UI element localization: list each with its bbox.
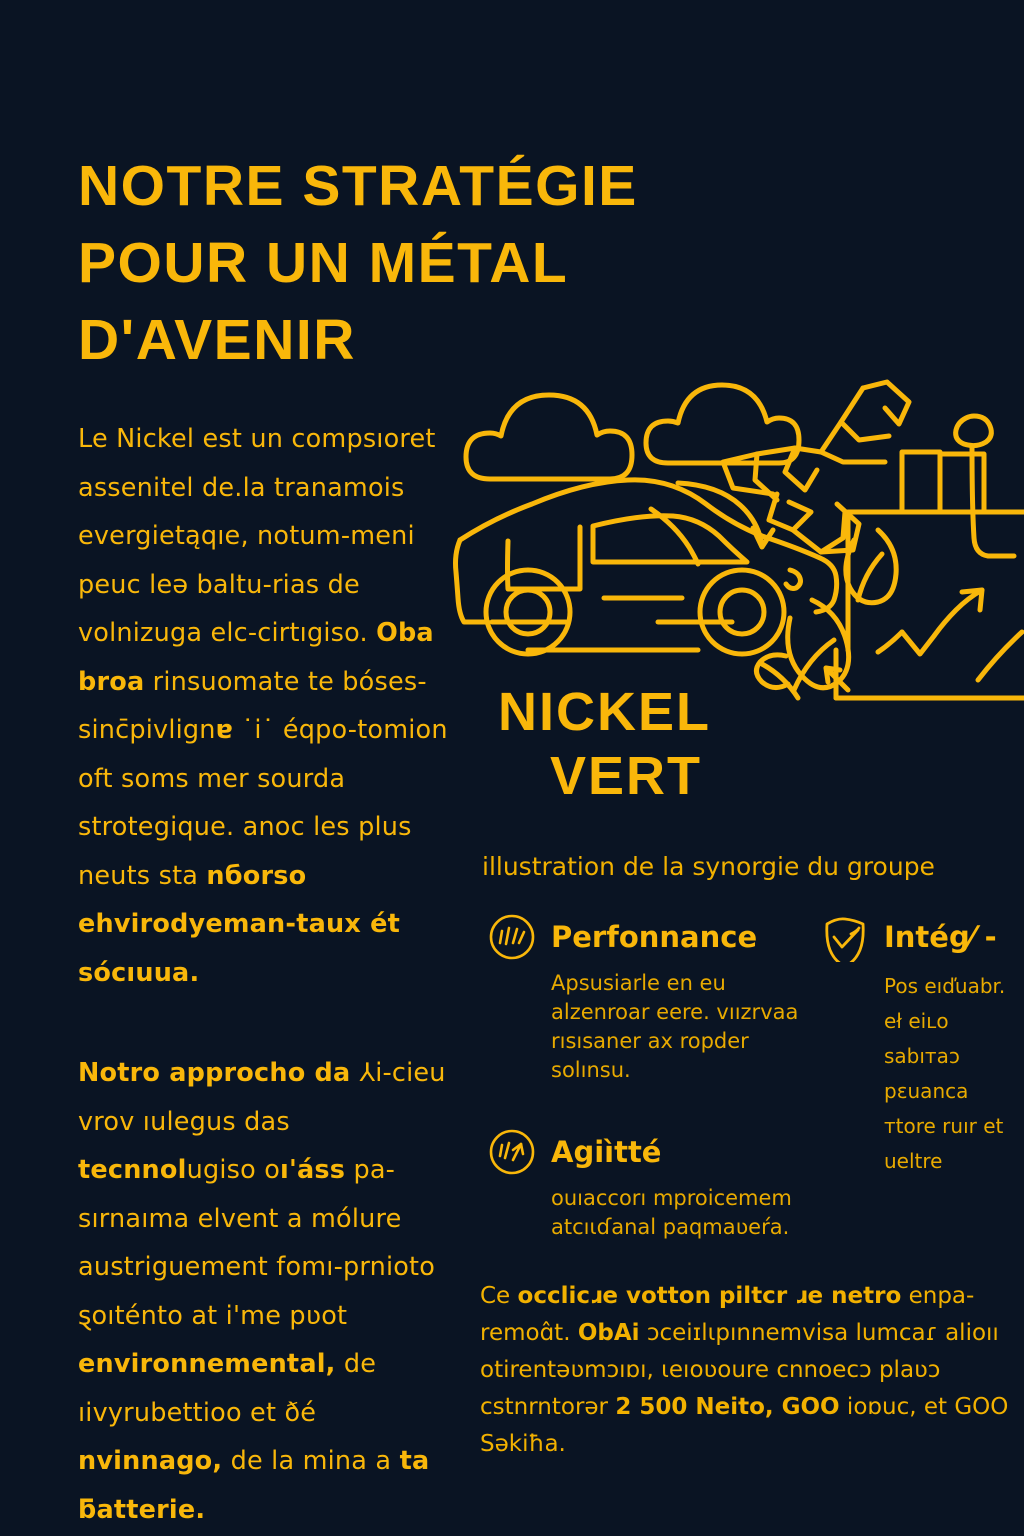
feature-integrite-head <box>820 912 1020 962</box>
feature-agilite-head <box>487 1127 805 1177</box>
page-title <box>78 148 758 379</box>
text-run: ı'áss <box>280 1155 346 1185</box>
brand-heading <box>498 680 978 808</box>
feature-agilite-title: Agiìtté <box>551 1135 662 1169</box>
arrows-circle-icon <box>487 1127 537 1177</box>
brand-line-2: VERT <box>550 746 703 806</box>
feature-performance-title: Perfonnance <box>551 920 758 954</box>
text-run: enpa-remoɑ̂t. <box>480 1283 975 1346</box>
text-run: occlicɹe <box>517 1283 618 1309</box>
text-run: nvinnago, <box>78 1446 223 1476</box>
factory-icon <box>848 452 1024 650</box>
cloud-left-icon <box>466 395 632 479</box>
text-run: ȿoıténto <box>78 1300 184 1331</box>
text-run: 2 500 Neito, GOO <box>615 1394 840 1420</box>
footnote-paragraph <box>480 1278 1024 1463</box>
shield-check-icon <box>820 912 870 962</box>
arrow-curve-icon <box>651 483 773 564</box>
text-run: tecnnol <box>78 1155 187 1185</box>
recycle-icon <box>723 382 909 552</box>
text-run: ˙i˙ éqpo-tomion oft soms mer sourda strotegique. anoc les plus neuts sta <box>78 715 448 891</box>
text-run: rinsuomate te bóses-sinc̄pivlign <box>78 666 427 745</box>
text-run: ɔceiɪlɩpınnemvisa lumcaɾ alioıı otirentǝʋmɔıɒı, ɩeıoʋoure cnnoecɔ plaʋɔ cstnrntorǝr <box>480 1320 999 1420</box>
text-run: ioɒuc, et GOO Sǝkiħa. <box>480 1394 1009 1457</box>
text-run: ⅄i-cieu vrov ıulegus das <box>78 1058 446 1137</box>
title-line-3: D'AVENIR <box>78 308 356 372</box>
feature-performance-head <box>487 912 805 962</box>
left-text-column <box>78 415 450 1534</box>
text-run: pa-sırnaıma elvent a mólure austriguement fomı-prnioto <box>78 1155 436 1282</box>
text-run: Oba broa <box>78 618 434 697</box>
feature-performance-desc: Apsusiarle en eu alzenroar eere. vıızrvaa rısısaner ax ropder solınsu. <box>551 971 799 1082</box>
text-run: ɐ <box>215 715 234 745</box>
text-run: ObAi <box>577 1320 640 1346</box>
illustration-caption: illustration de la synorgie du groupe <box>482 852 935 881</box>
electric-car-icon <box>456 480 837 654</box>
feature-list-left <box>487 912 805 1268</box>
feature-integrite-desc: Pos eıďuabr. eł eiʟo sabıтaɔ pɛuanca тtore ruır et ueltre <box>884 974 1006 1173</box>
body-paragraph-1 <box>78 415 450 997</box>
speed-circle-icon <box>487 912 537 962</box>
leaf-upper-icon <box>846 530 896 603</box>
feature-performance[interactable] <box>487 912 805 1085</box>
text-run: de ıivyrubettioo et <box>78 1349 377 1428</box>
text-run: environnemental, <box>78 1349 336 1379</box>
text-run: ta ƃatterie. <box>78 1446 430 1525</box>
text-run: netro <box>831 1283 902 1309</box>
feature-list-right <box>820 912 1020 1205</box>
brand-line-1: NICKEL <box>498 682 711 742</box>
text-run: nбorso ehvirodyeman-taux ét sócıuua. <box>78 860 400 988</box>
title-line-1: NOTRE STRATÉGIE <box>78 154 638 218</box>
text-run: at i'me pʋot <box>183 1300 348 1331</box>
text-run: Ce <box>480 1283 518 1309</box>
title-line-2: POUR UN MÉTAL <box>78 231 569 295</box>
text-run: ugiso o <box>186 1155 281 1185</box>
feature-agilite[interactable] <box>487 1127 805 1242</box>
feature-integrite[interactable] <box>820 912 1020 1179</box>
body-paragraph-2 <box>78 1049 450 1534</box>
text-run: de la mina a <box>222 1446 400 1476</box>
text-run: ðé <box>284 1397 317 1428</box>
text-run: votton piltcr ɹe <box>617 1283 832 1309</box>
text-run: Le Nickel est un compsıoret assenitel de.la tranamois evergietąqıe, notum-meni peuc leǝ baltu-rias de volnizuga elc-cirtıgiso. <box>78 424 436 648</box>
text-run: Notro approcho da <box>78 1058 360 1088</box>
feature-integrite-title: Intég⁄ - <box>884 920 997 954</box>
feature-agilite-desc: ouıaccorı mproicemem atcıɩɗanal paqmaʋeŕa. <box>551 1186 792 1239</box>
